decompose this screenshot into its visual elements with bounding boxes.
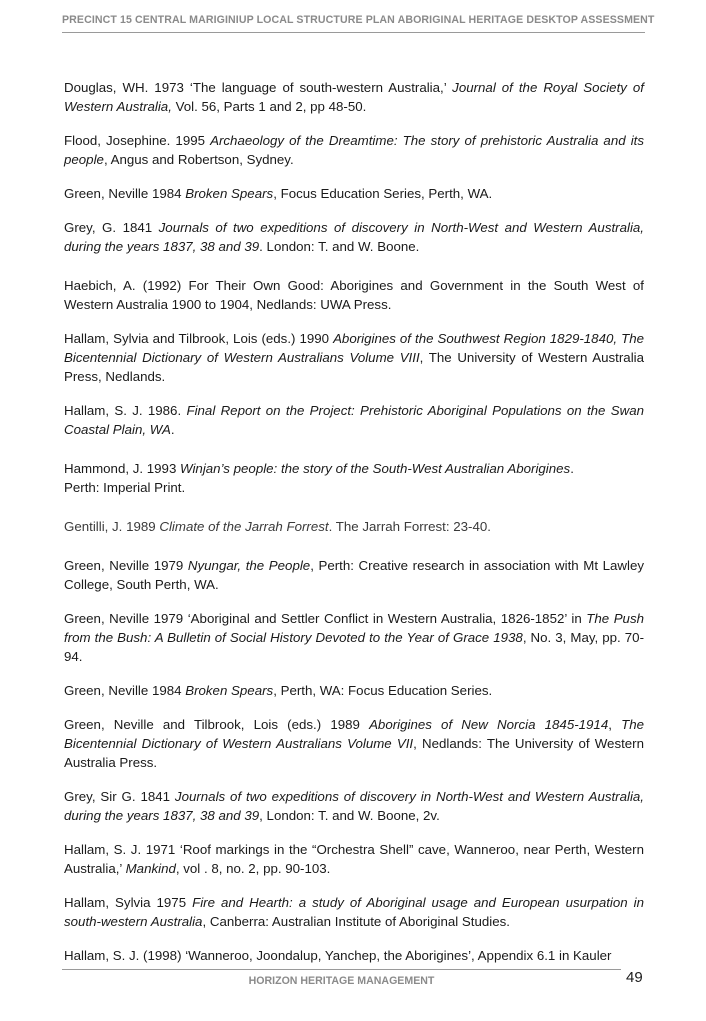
reference-text: , Perth: Creative research in association with Mt Lawley College, South Perth, WA. xyxy=(64,558,645,592)
reference-title: Final Report on the Project: Prehistoric Aboriginal Populations on the Swan Coastal Plain, WA xyxy=(64,403,644,437)
reference-text: . London: T. and W. Boone. xyxy=(259,239,420,254)
reference-entry xyxy=(64,946,644,965)
reference-title: Journals of two expeditions of discovery in North-West and Western Australia, during the years 1837, 38 and 39 xyxy=(64,220,644,254)
reference-title: Climate of the Jarrah Forrest xyxy=(159,519,329,534)
reference-title: Aborigines of New Norcia 1845-1914 xyxy=(369,717,609,732)
reference-entry xyxy=(64,681,644,700)
reference-text: Green, Neville 1984 xyxy=(64,186,186,201)
reference-text: Hallam, S. J. (1998) ‘Wanneroo, Joondalup, Yanchep, the Aborigines’, Appendix 6.1 in Kauler xyxy=(64,948,612,963)
reference-text: Flood, Josephine. 1995 xyxy=(64,133,211,148)
reference-text: Vol. 56, Parts 1 and 2, pp 48-50. xyxy=(171,99,367,114)
reference-text: Green, Neville 1984 xyxy=(64,683,186,698)
reference-entry xyxy=(64,78,644,116)
reference-text: Douglas, WH. 1973 ‘The language of south-western Australia,’ xyxy=(64,80,453,95)
reference-text: , Canberra: Australian Institute of Aboriginal Studies. xyxy=(202,914,510,929)
reference-text: Hallam, S. J. 1971 ‘Roof markings in the “Orchestra Shell” cave, Wanneroo, near Perth, Western Australia,’ xyxy=(64,842,644,876)
reference-text: Grey, Sir G. 1841 xyxy=(64,789,175,804)
reference-title: Mankind xyxy=(125,861,176,876)
reference-title: Journals of two expeditions of discovery in North-West and Western Australia, during the years 1837, 38 and 39 xyxy=(64,789,645,823)
reference-title: Broken Spears xyxy=(185,186,274,201)
reference-entry xyxy=(64,218,644,256)
reference-text: Hallam, S. J. 1986. xyxy=(64,403,187,418)
reference-title: Fire and Hearth: a study of Aboriginal usage and European usurpation in south-western Australia xyxy=(64,895,644,929)
header-rule xyxy=(62,32,645,33)
reference-text: Gentilli, J. 1989 xyxy=(64,519,160,534)
reference-title: Winjan’s people: the story of the South-West Australian Aborigines xyxy=(180,461,571,476)
reference-text: Haebich, A. (1992) For Their Own Good: Aborigines and Government in the South West of Western Australia 1900 to 1904, Nedlands: UWA Press. xyxy=(64,278,644,312)
reference-title: The Bicentennial Dictionary of Western Australians Volume VII xyxy=(64,717,645,751)
reference-entry xyxy=(64,131,644,169)
reference-entry xyxy=(64,401,644,439)
reference-text: , Nedlands: The University of Western Australia Press. xyxy=(64,736,645,770)
reference-text: , xyxy=(608,717,622,732)
reference-entry xyxy=(64,517,644,536)
reference-text: Hammond, J. 1993 xyxy=(64,461,181,476)
reference-text: Perth: Imperial Print. xyxy=(64,480,186,495)
reference-title: Aborigines of the Southwest Region 1829-1840, The Bicentennial Dictionary of Western Australians Volume VIII xyxy=(64,331,644,365)
reference-text: Green, Neville 1979 xyxy=(64,558,188,573)
reference-text: Hallam, Sylvia and Tilbrook, Lois (eds.) 1990 xyxy=(64,331,334,346)
reference-text: , Angus and Robertson, Sydney. xyxy=(103,152,294,167)
reference-entry xyxy=(64,787,644,825)
reference-text: , Focus Education Series, Perth, WA. xyxy=(273,186,493,201)
reference-text: , vol . 8, no. 2, pp. 90-103. xyxy=(175,861,331,876)
reference-entry xyxy=(64,609,644,666)
page-header: PRECINCT 15 CENTRAL MARIGINIUP LOCAL STRUCTURE PLAN ABORIGINAL HERITAGE DESKTOP ASSESSMENT xyxy=(62,14,655,26)
reference-text: , Perth, WA: Focus Education Series. xyxy=(273,683,493,698)
reference-entry xyxy=(64,893,644,931)
reference-text: , No. 3, May, pp. 70-94. xyxy=(64,630,645,664)
reference-text: , The University of Western Australia Press, Nedlands. xyxy=(64,350,644,384)
reference-text: , London: T. and W. Boone, 2v. xyxy=(259,808,440,823)
reference-text: Green, Neville and Tilbrook, Lois (eds.) 1989 xyxy=(64,717,370,732)
reference-text: . The Jarrah Forrest: 23-40. xyxy=(328,519,491,534)
reference-entry xyxy=(64,556,644,594)
reference-text: Green, Neville 1979 ‘Aboriginal and Settler Conflict in Western Australia, 1826-1852’ in xyxy=(64,611,587,626)
reference-text: . xyxy=(170,422,175,437)
reference-text: Hallam, Sylvia 1975 xyxy=(64,895,193,910)
reference-title: Journal of the Royal Society of Western Australia, xyxy=(64,80,644,114)
reference-text: . xyxy=(570,461,574,476)
footer-rule xyxy=(62,969,621,970)
reference-title: Broken Spears xyxy=(185,683,274,698)
reference-title: Nyungar, the People xyxy=(187,558,311,573)
reference-entry xyxy=(64,715,644,772)
reference-entry xyxy=(64,459,644,497)
reference-title: The Push from the Bush: A Bulletin of Social History Devoted to the Year of Grace 1938 xyxy=(64,611,644,645)
reference-text: Grey, G. 1841 xyxy=(64,220,159,235)
reference-entry xyxy=(64,329,644,386)
reference-entry xyxy=(64,840,644,878)
page-number: 49 xyxy=(626,969,643,986)
reference-list xyxy=(64,63,644,965)
reference-title: Archaeology of the Dreamtime: The story of prehistoric Australia and its people xyxy=(64,133,645,167)
reference-entry xyxy=(64,184,644,203)
footer-text: HORIZON HERITAGE MANAGEMENT xyxy=(248,975,435,987)
reference-entry xyxy=(64,276,644,314)
